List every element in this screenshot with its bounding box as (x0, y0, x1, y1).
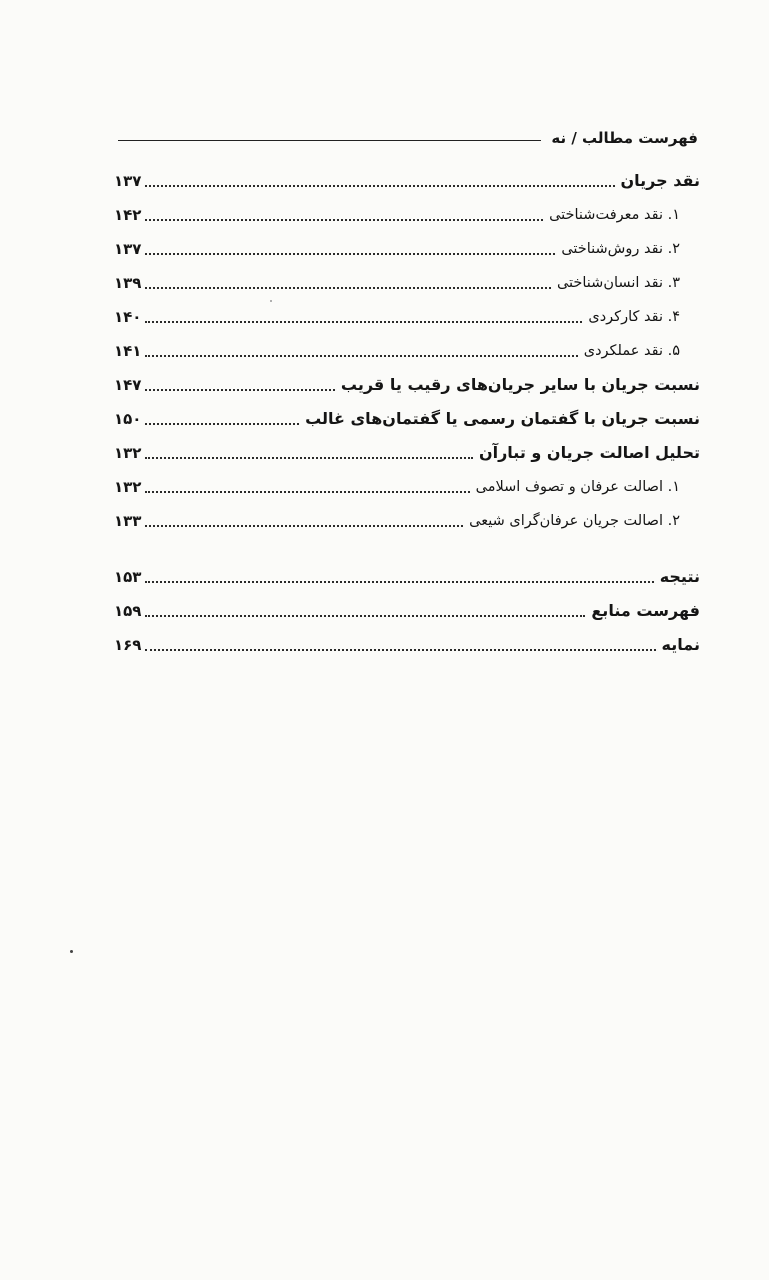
toc-entry (114, 196, 700, 226)
toc-entry-page: ۱۳۷ (114, 172, 142, 190)
toc-entry-title: ۱. اصالت عرفان و تصوف اسلامی (475, 479, 680, 495)
running-header (118, 126, 698, 150)
toc-leader-dots (145, 457, 472, 459)
toc-entry (114, 502, 700, 532)
toc-entry-title: تحلیل اصالت جریان و تبارآن (478, 443, 700, 462)
toc-entry (114, 400, 700, 430)
toc-entry-title: فهرست منابع (591, 601, 700, 620)
toc-entry-title: نقد جریان (620, 171, 700, 190)
toc-leader-dots (145, 423, 299, 425)
toc-entry-page: ۱۶۹ (114, 636, 142, 654)
toc-leader-dots (145, 615, 585, 617)
toc-entry-page: ۱۳۳ (114, 512, 142, 530)
paper-speck (270, 300, 272, 302)
toc-entry (114, 558, 700, 588)
toc-entry-page: ۱۴۲ (114, 206, 142, 224)
toc-entry-title: نمایه (661, 635, 700, 654)
toc-leader-dots (145, 321, 582, 323)
toc-entry-page: ۱۴۰ (114, 308, 142, 326)
toc-entry-title: ۵. نقد عملکردی (583, 343, 680, 359)
toc-entry-page: ۱۵۰ (114, 410, 142, 428)
toc-entry (114, 366, 700, 396)
toc-leader-dots (145, 389, 334, 391)
toc-leader-dots (145, 525, 463, 527)
toc-entry (114, 264, 700, 294)
toc-leader-dots (145, 219, 543, 221)
toc-entry (114, 298, 700, 328)
toc-entry-page: ۱۳۲ (114, 444, 142, 462)
toc-leader-dots (145, 287, 550, 289)
toc-leader-dots (145, 185, 614, 187)
toc-entry-title: ۲. اصالت جریان عرفان‌گرای شیعی (469, 513, 680, 529)
toc-entry-page: ۱۳۹ (114, 274, 142, 292)
toc-entry (114, 468, 700, 498)
toc-leader-dots (145, 253, 555, 255)
toc-leader-dots (145, 355, 577, 357)
toc-entry (114, 332, 700, 362)
running-header-title: فهرست مطالب / نه (551, 129, 698, 147)
toc-leader-dots (145, 581, 653, 583)
toc-entry-title: ۱. نقد معرفت‌شناختی (549, 207, 680, 223)
toc-entry-page: ۱۵۹ (114, 602, 142, 620)
toc-entry-page: ۱۵۳ (114, 568, 142, 586)
paper-speck (70, 950, 73, 953)
toc-entry (114, 230, 700, 260)
toc-entry-title: ۴. نقد کارکردی (588, 309, 680, 325)
toc-leader-dots (145, 491, 469, 493)
toc-entry-page: ۱۳۷ (114, 240, 142, 258)
toc-entry-title: نتیجه (659, 567, 700, 586)
toc-entry-title: ۳. نقد انسان‌شناختی (556, 275, 680, 291)
toc-entry-page: ۱۴۱ (114, 342, 142, 360)
toc-entry-page: ۱۳۲ (114, 478, 142, 496)
toc-entry-title: ۲. نقد روش‌شناختی (561, 241, 680, 257)
toc-entry-title: نسبت جریان با گفتمان رسمی یا گفتمان‌های غالب (305, 409, 700, 428)
toc-entry (114, 434, 700, 464)
toc-entry (114, 162, 700, 192)
toc-entry-title: نسبت جریان با سایر جریان‌های رقیب یا قریب (340, 375, 700, 394)
toc-leader-dots (145, 649, 655, 651)
toc-entry (114, 592, 700, 622)
toc-entry (114, 626, 700, 656)
toc-entry-page: ۱۴۷ (114, 376, 142, 394)
header-rule (118, 140, 541, 141)
